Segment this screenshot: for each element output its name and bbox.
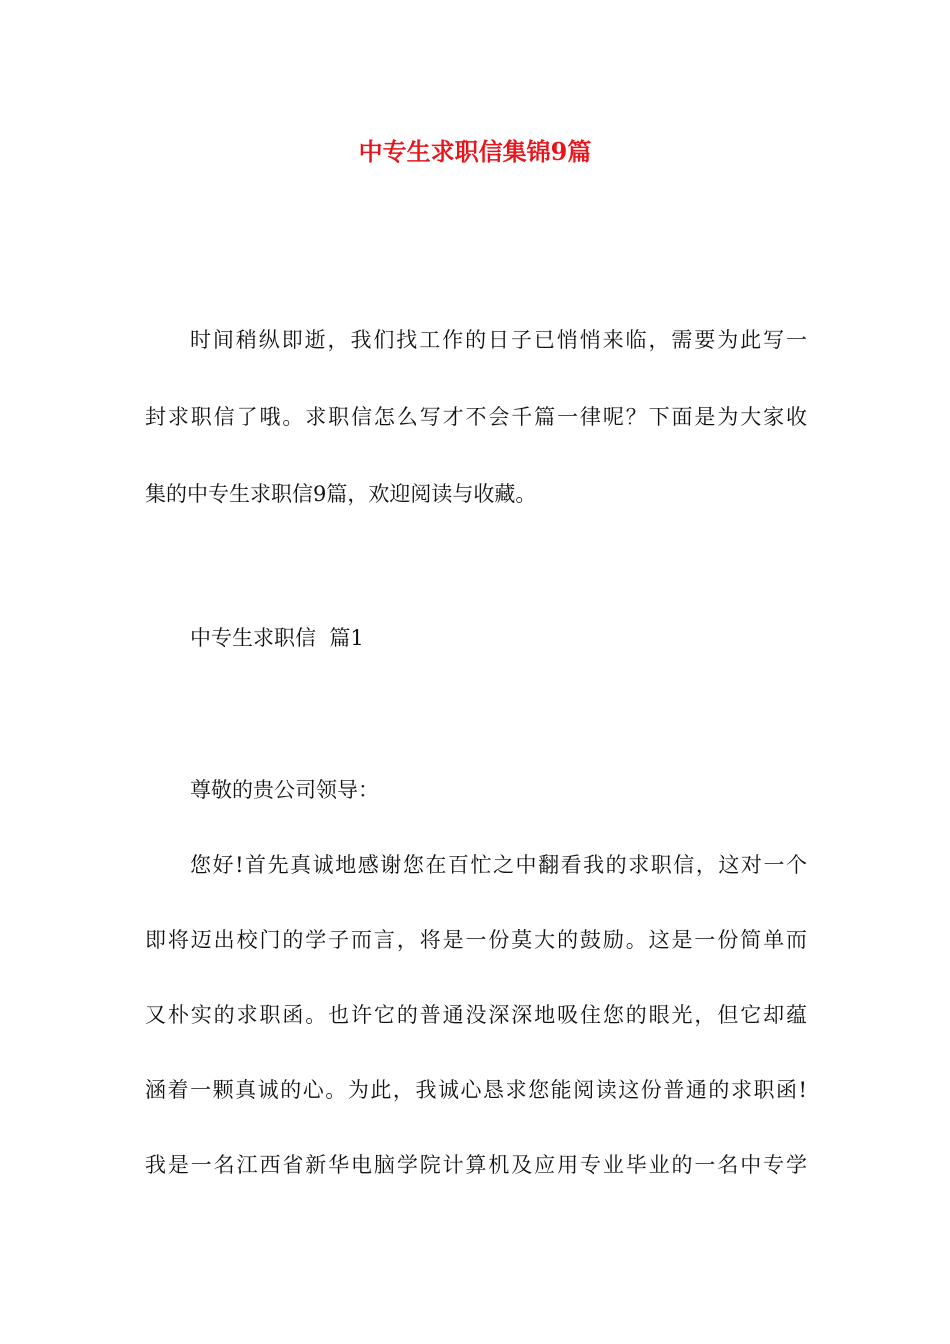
intro-line-3: 集的中专生求职信9篇，欢迎阅读与收藏。: [145, 482, 537, 506]
salutation: 尊敬的贵公司领导：: [190, 778, 379, 802]
intro-line-2: 封求职信了哦。求职信怎么写才不会千篇一律呢？下面是为大家收: [145, 405, 807, 429]
body-line-5: 我是一名江西省新华电脑学院计算机及应用专业毕业的一名中专学: [145, 1153, 807, 1177]
section-heading: 中专生求职信 篇1: [190, 626, 364, 650]
body-line-4: 涵着一颗真诚的心。为此，我诚心恳求您能阅读这份普通的求职函!: [145, 1078, 807, 1102]
document-title: 中专生求职信集锦9篇: [358, 137, 592, 166]
body-line-2: 即将迈出校门的学子而言，将是一份莫大的鼓励。这是一份简单而: [145, 928, 807, 952]
intro-line-1: 时间稍纵即逝，我们找工作的日子已悄悄来临，需要为此写一: [190, 328, 807, 352]
body-line-1: 您好!首先真诚地感谢您在百忙之中翻看我的求职信，这对一个: [190, 853, 807, 877]
body-line-3: 又朴实的求职函。也许它的普通没深深地吸住您的眼光，但它却蕴: [145, 1003, 807, 1027]
